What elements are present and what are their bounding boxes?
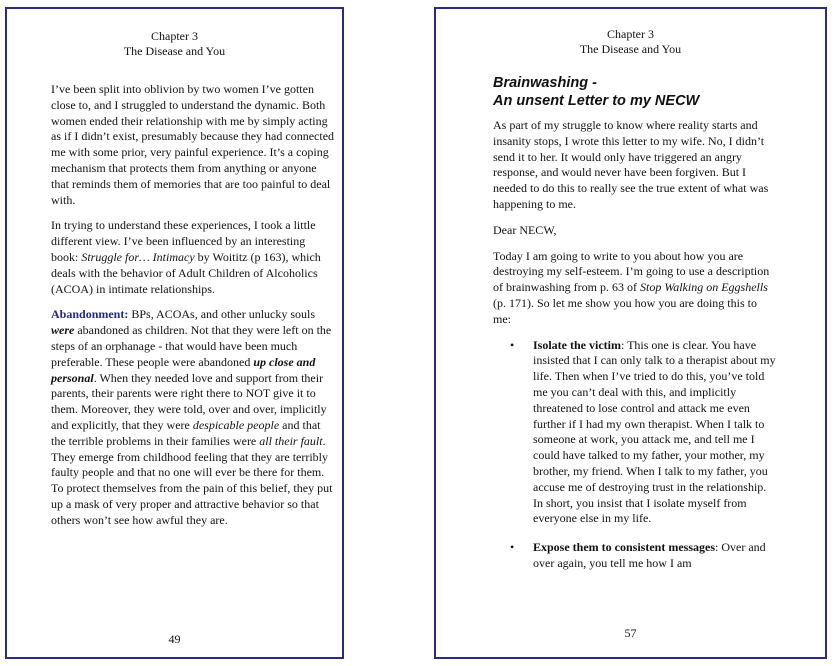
article-title-line: Brainwashing - <box>493 75 597 91</box>
emphasis: up close and personal <box>51 354 316 385</box>
book-title: Stop Walking on Eggshells <box>639 280 768 295</box>
chapter-title: The Disease and You <box>579 42 682 56</box>
chapter-number: Chapter 3 <box>607 27 654 41</box>
article-title-line: An unsent Letter to my NECW <box>493 92 700 109</box>
bullet-icon: • <box>510 337 515 352</box>
left-page <box>5 7 344 659</box>
right-page-body <box>493 75 777 585</box>
left-page-body <box>51 82 335 539</box>
page-number: 49 <box>168 632 181 646</box>
text-run: Today I am going to write to you about how you are destroying my self-esteem. I’m going to use a description of brainwashing from p. 63 of <box>493 248 770 295</box>
chapter-title: The Disease and You <box>123 44 226 58</box>
bullet-list <box>493 338 777 572</box>
right-page <box>434 7 827 659</box>
emphasis: were <box>51 323 75 338</box>
bullet-text: : Over and over again, you tell me how I am <box>533 540 766 570</box>
paragraph <box>51 218 335 297</box>
text-run: abandoned as children. Not that they were left on the steps of an orphanage - that would have been much preferable. These people were abandoned <box>51 323 332 369</box>
text-run: . They emerge from childhood feeling that they are terribly faulty people and that no one will ever be there for them. To protect themselves from the pain of this belief, they put up a mask of very proper and attractive behavior so that others won’t see how awful they are. <box>51 433 333 527</box>
bullet-icon: • <box>510 540 515 555</box>
list-item <box>510 337 777 528</box>
bullet-text: : This one is clear. You have insisted that I can only talk to a therapist about my life. Then when I’ve tried to do this, you’ve told me you can’t deal with this, and implicitly threatened to lose control and attack me even further if I had my own therapist. When I talk to someone at work, you attack me, and tell me I could have talked to my father, your mother, my brother, my friend. When I talk to my father, you accuse me of destroying trust in the relationship. In short, you insist that I isolate myself from everyone else in my life. <box>533 337 776 526</box>
text-run: BPs, ACOAs, and other unlucky souls <box>128 307 316 322</box>
paragraph: As part of my struggle to know where reality starts and insanity stops, I wrote this letter to my wife. No, I didn’t send it to her. It would only have triggered an angry response, and would never have been forgiven. But I needed to do this to really see the true extent of what was happening to me. <box>493 118 769 211</box>
paragraph <box>51 307 335 528</box>
bullet-heading: Expose them to consistent messages <box>533 540 715 555</box>
section-heading: Abandonment: <box>51 307 129 322</box>
bullet-heading: Isolate the victim <box>533 337 621 352</box>
page-number: 57 <box>624 626 637 640</box>
article-title <box>493 75 777 110</box>
paragraph <box>493 249 777 328</box>
emphasis: despicable people <box>192 417 280 432</box>
text-run: by Woititz (p 163), which deals with the behavior of Adult Children of Alcoholics (ACOA) in intimate relationships. <box>51 249 321 296</box>
text-run: In trying to understand these experiences, I took a little different view. I’ve been influenced by an interesting book: <box>51 218 316 264</box>
chapter-header <box>7 29 342 59</box>
chapter-number: Chapter 3 <box>151 29 198 43</box>
emphasis: all their fault <box>259 433 323 448</box>
chapter-header <box>436 27 825 57</box>
list-item <box>510 540 777 572</box>
book-title: Struggle for… Intimacy <box>81 249 195 264</box>
salutation: Dear NECW, <box>493 222 557 237</box>
text-run: and that the terrible problems in their families were <box>51 417 321 448</box>
text-run: (p. 171). So let me show you how you are doing this to me: <box>493 295 757 326</box>
paragraph: I’ve been split into oblivion by two women I’ve gotten close to, and I struggled to understand the dynamic. Both women ended their relationship with me by simply acting as if I didn’t exist, presumably because they had connected me with some prior, very painful experience. It’s a coping mechanism that protects them from anything or anyone that reminds them of memories that are too painful to deal with. <box>51 82 335 207</box>
text-run: . When they needed love and support from their parents, their parents were right there to NOT give it to them. Moreover, they were told, over and over, implicitly and explicitly, that they were <box>51 370 327 432</box>
